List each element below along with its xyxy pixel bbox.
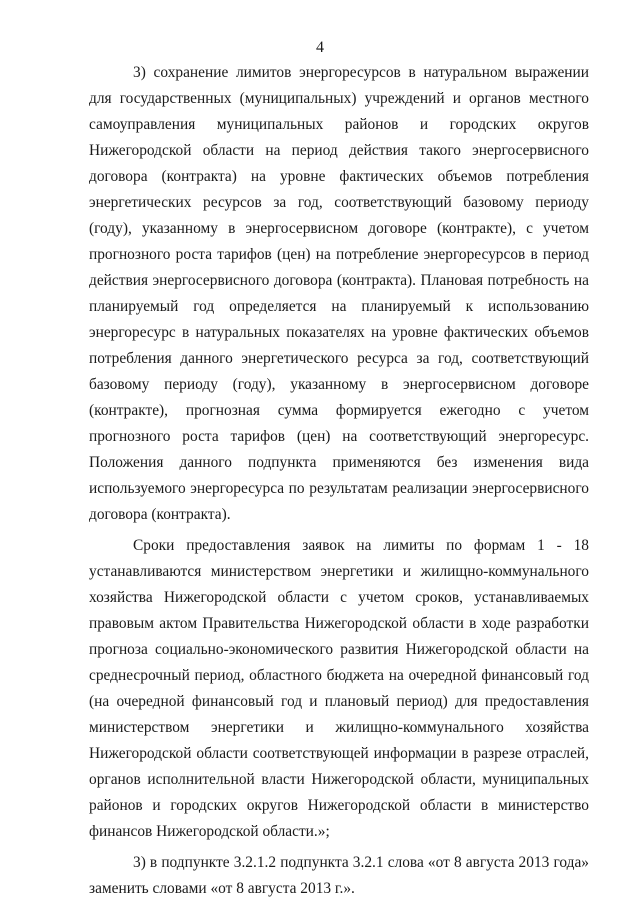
paragraph-energy-limits: 3) сохранение лимитов энергоресурсов в натуральном выражении для государственных (муниципальных) учреждений и органов местного самоуправления муниципальных районов и городских округов Нижегородской области на период действия такого энергосервисного договора (контракта) на уровне фактических объемов потребления энергетических ресурсов за год, соответствующий базовому периоду (году), указанному в энергосервисном договоре (контракте), с учетом прогнозного роста тарифов (цен) на потребление энергоресурсов в период действия энергосервисного договора (контракта). Плановая потребность на планируемый год определяется на планируемый к использованию энергоресурс в натуральных показателях на уровне фактических объемов потребления данного энергетического ресурса за год, соответствующий базовому периоду (году), указанному в энергосервисном договоре (контракте), прогнозная сумма формируется ежегодно с учетом прогнозного роста тарифов (цен) на соответствующий энергоресурс. Положения данного подпункта применяются без изменения вида используемого энергоресурса по результатам реализации энергосервисного договора (контракта). — [89, 64, 589, 523]
paragraph-date-amendment: 3) в подпункте 3.2.1.2 подпункта 3.2.1 слова «от 8 августа 2013 года» заменить словами «от 8 августа 2013 г.». — [89, 854, 589, 897]
page-number: 4 — [316, 39, 324, 56]
paragraph-submission-deadlines: Сроки предоставления заявок на лимиты по формам 1 - 18 устанавливаются министерством энергетики и жилищно-коммунального хозяйства Нижегородской области с учетом сроков, устанавливаемых правовым актом Правительства Нижегородской области в ходе разработки прогноза социально-экономического развития Нижегородской области на среднесрочный период, областного бюджета на очередной финансовый год (на очередной финансовый год и плановый период) для предоставления министерством энергетики и жилищно-коммунального хозяйства Нижегородской области соответствующей информации в разрезе отраслей, органов исполнительной власти Нижегородской области, муниципальных районов и городских округов Нижегородской области в министерство финансов Нижегородской области.»; — [89, 537, 589, 840]
document-body — [89, 60, 589, 902]
